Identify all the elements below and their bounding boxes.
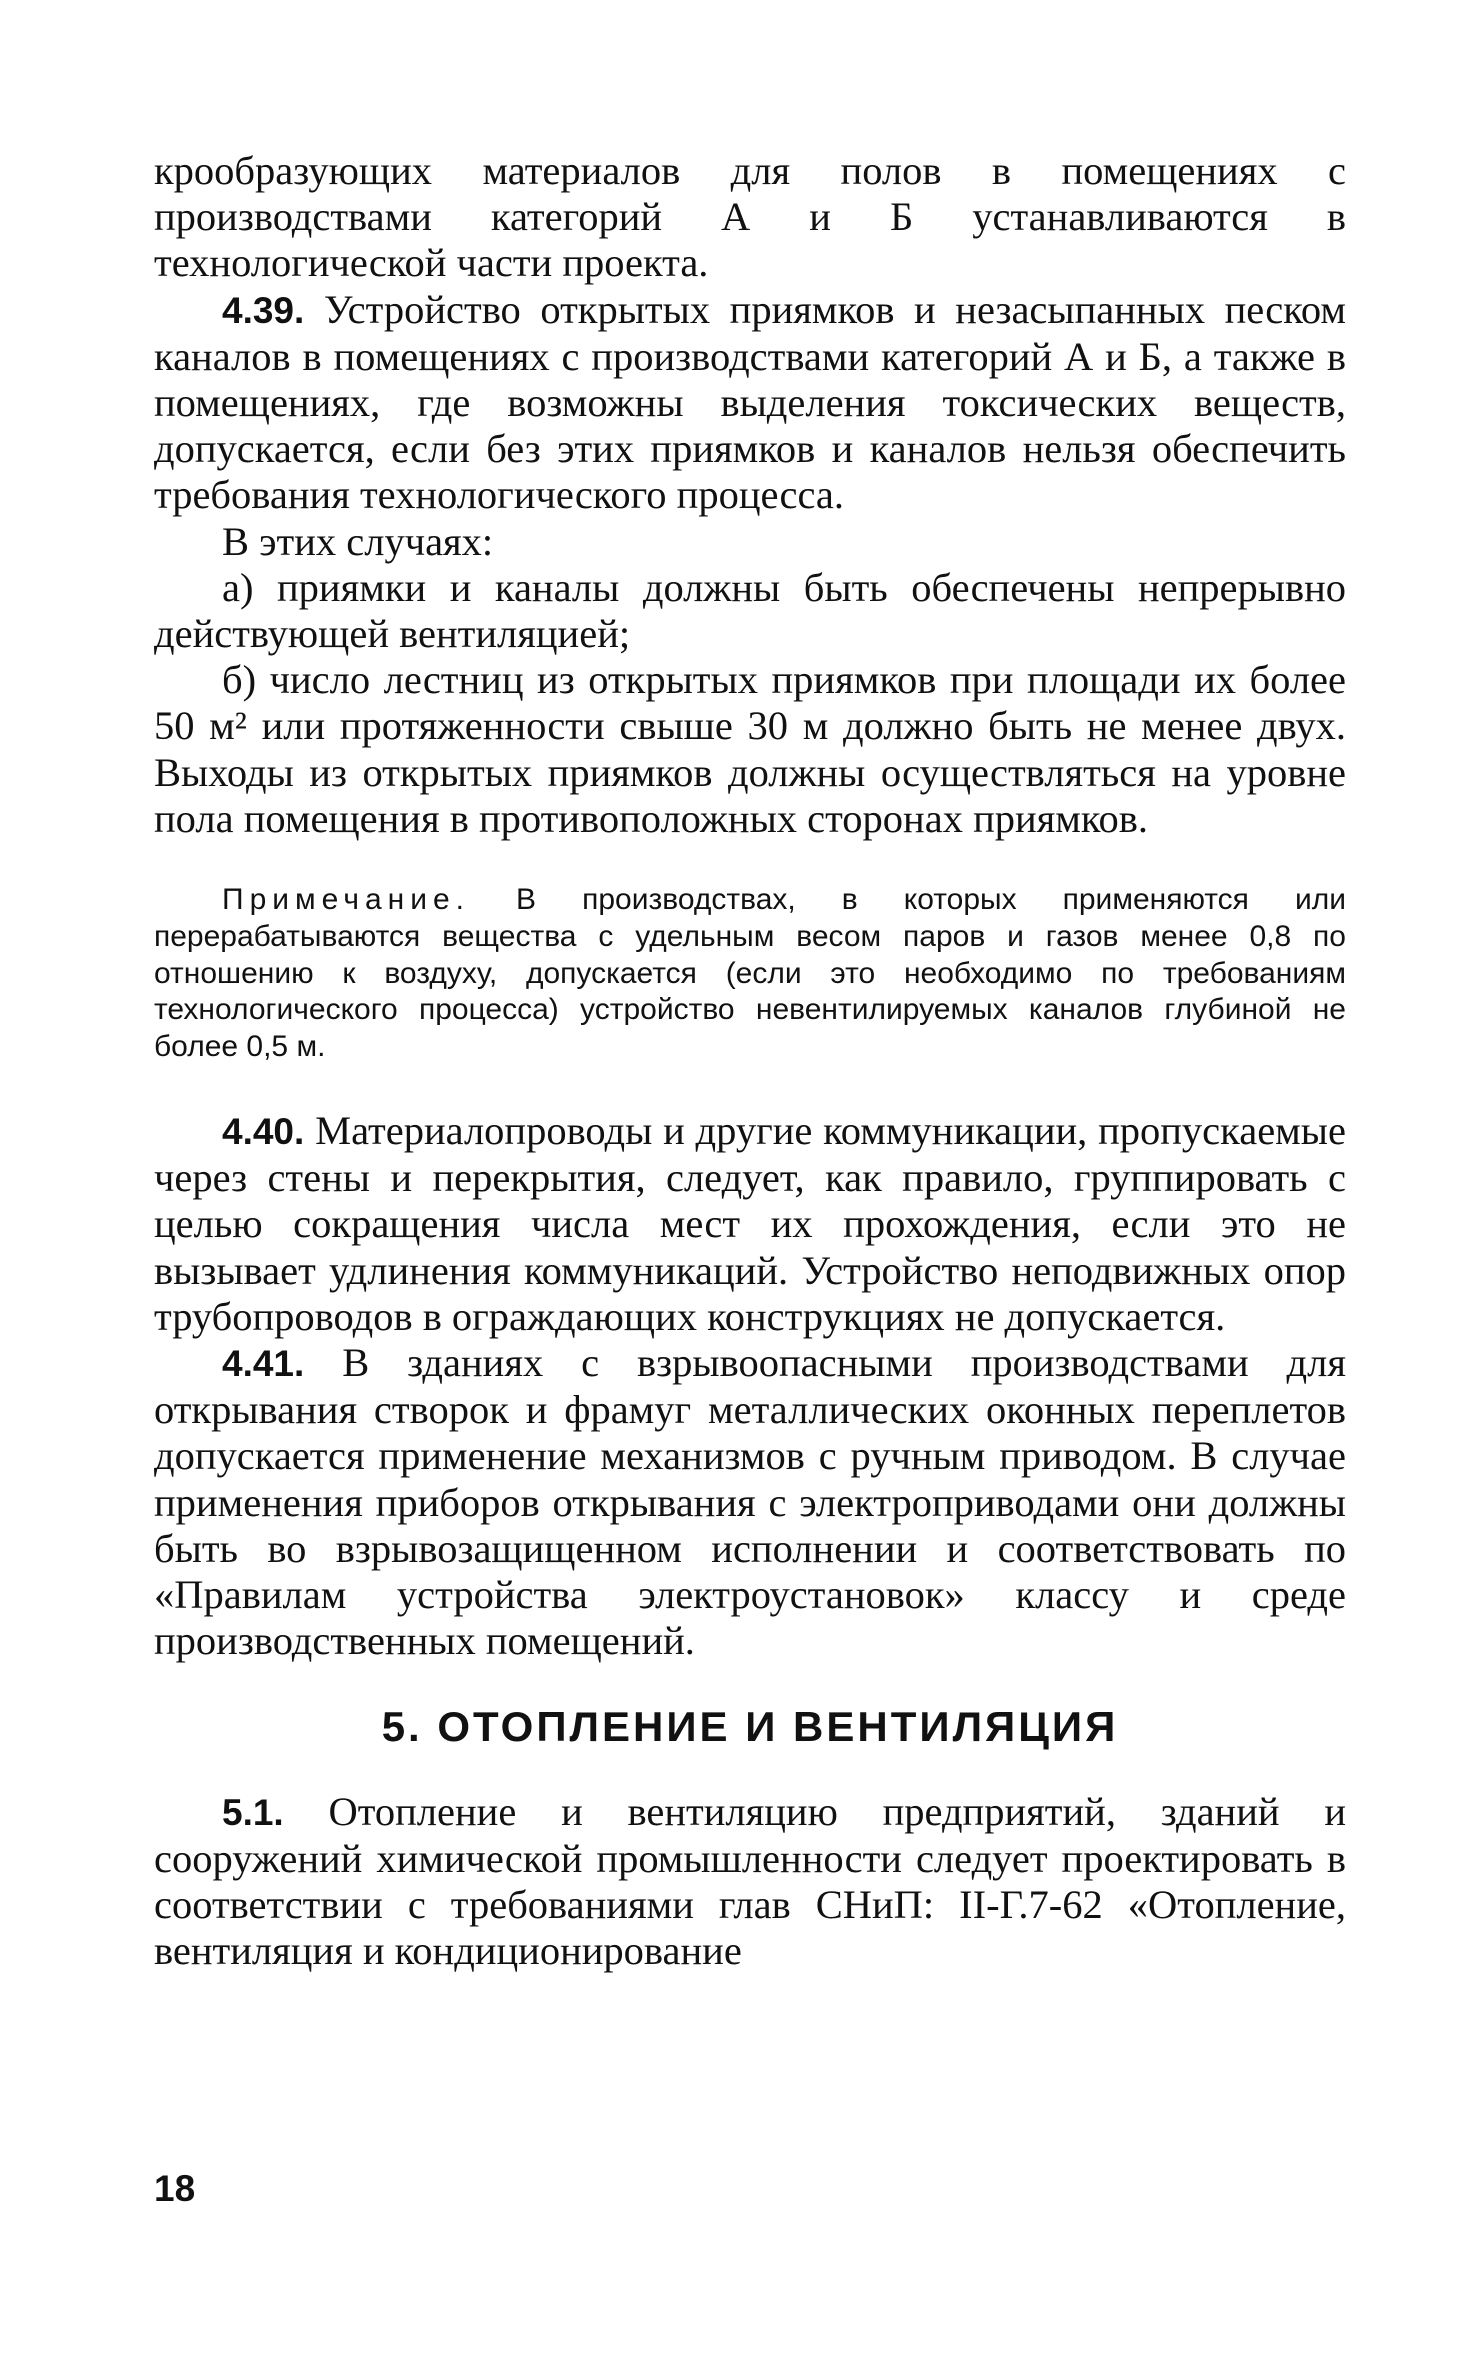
note: [154, 882, 1346, 1066]
section-4-41-number: 4.41.: [222, 1343, 305, 1385]
section-5-1: [154, 1789, 1346, 1975]
section-4-39-number: 4.39.: [222, 289, 305, 331]
section-4-41: [154, 1340, 1346, 1664]
section-4-40: [154, 1108, 1346, 1340]
section-4-39-text: Устройство открытых приямков и незасыпанных песком каналов в помещениях с производствами категорий А и Б, а также в помещениях, где возможны выделения токсических веществ, допускается, если без этих приямков и каналов нельзя обеспечить требования технологического процесса.: [154, 286, 1346, 518]
intro-paragraph: крообразующих материалов для полов в помещениях с производствами категорий А и Б устанавливаются в технологической части проекта.: [154, 148, 1346, 286]
note-label: Примечание.: [222, 883, 470, 917]
chapter-heading: 5. ОТОПЛЕНИЕ И ВЕНТИЛЯЦИЯ: [381, 1703, 1119, 1751]
section-4-39-item-a: а) приямки и каналы должны быть обеспечены непрерывно действующей вентиляцией;: [154, 564, 1346, 657]
section-5-1-number: 5.1.: [222, 1791, 284, 1833]
section-4-39-cases-intro: В этих случаях:: [222, 518, 494, 564]
section-4-39-item-b: б) число лестниц из открытых приямков при площади их более 50 м² или протяженности свыше 30 м должно быть не менее двух. Выходы из открытых приямков должны осуществляться на уровне пола помещения в противоположных сторонах приямков.: [154, 657, 1346, 841]
section-5-1-text: Отопление и вентиляцию предприятий, зданий и сооружений химической промышленности следует проектировать в соответствии с требованиями глав СНиП: II-Г.7-62 «Отопление, вентиляция и кондиционирование: [154, 1788, 1346, 1974]
section-4-40-text: Материалопроводы и другие коммуникации, пропускаемые через стены и перекрытия, следует, как правило, группировать с целью сокращения числа мест их прохождения, если это не вызывает удлинения коммуникаций. Устройство неподвижных опор трубопроводов в ограждающих конструкциях не допускается.: [154, 1108, 1346, 1339]
section-4-41-text: В зданиях с взрывоопасными производствами для открывания створок и фрамуг металлических оконных переплетов допускается применение механизмов с ручным приводом. В случае применения приборов открывания с электроприводами они должны быть во взрывозащищенном исполнении и соответствовать по «Правилам устройства электроустановок» классу и среде производственных помещений.: [154, 1340, 1346, 1664]
section-4-39: [154, 287, 1346, 519]
section-4-40-number: 4.40.: [222, 1111, 305, 1153]
document-page: [154, 148, 1346, 1974]
page-number: 18: [154, 2168, 196, 2209]
note-text: В производствах, в которых применяются или перерабатываются вещества с удельным весом паров и газов менее 0,8 по отношению к воздуху, допускается (если это необходимо по требованиям технологического процесса) устройство невентилируемых каналов глубиной не более 0,5 м.: [154, 883, 1346, 1064]
